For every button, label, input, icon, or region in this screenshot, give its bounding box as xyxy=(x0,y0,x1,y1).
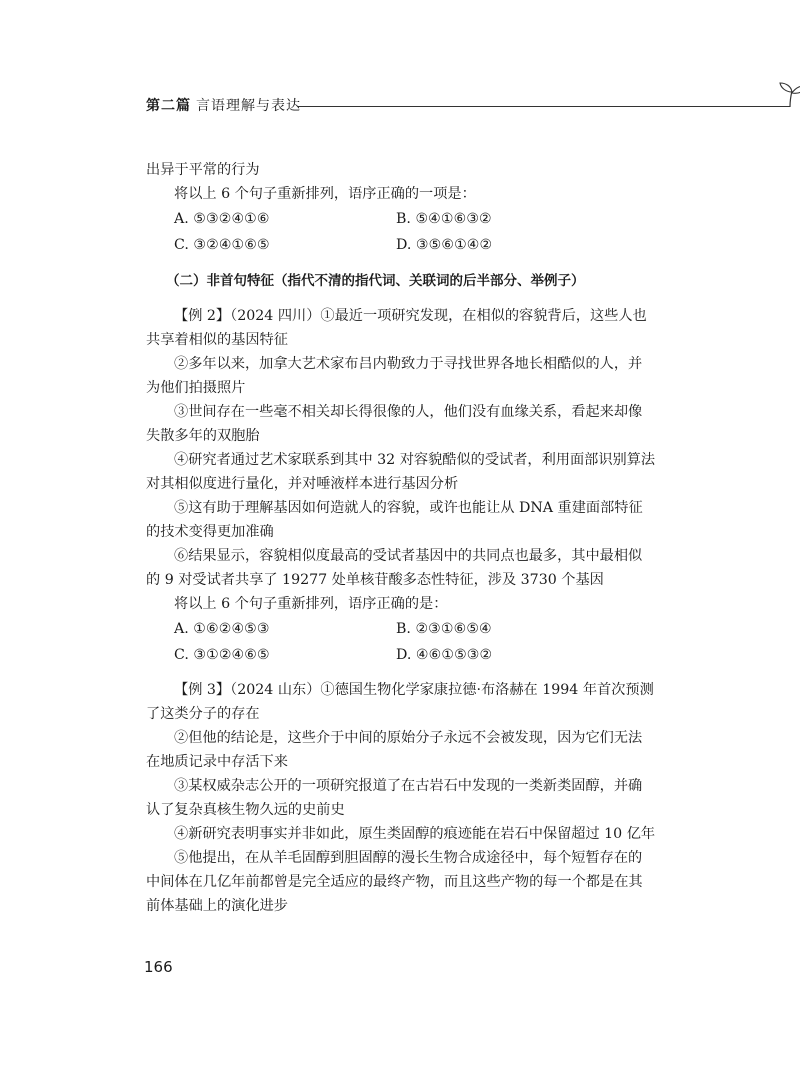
example-tag: 【例 2】 xyxy=(174,308,231,324)
question-prompt: 将以上 6 个句子重新排列，语序正确的一项是： xyxy=(174,186,476,202)
running-header xyxy=(146,94,666,122)
option-a: A. ⑤③②④①⑥ xyxy=(174,211,270,227)
option-c: C. ③①②④⑥⑤ xyxy=(174,647,270,663)
page-number: 166 xyxy=(144,958,173,976)
example-2-sentence-5: ⑤这有助于理解基因如何造就人的容貌，或许也能让从 DNA 重建面部特征的技术变得更加准确 xyxy=(146,500,643,540)
example-3-sentence-4: ④新研究表明事实并非如此，原生类固醇的痕迹能在岩石中保留超过 10 亿年 xyxy=(174,826,656,842)
header-rule xyxy=(298,106,790,107)
example-source: （2024 四川） xyxy=(230,308,321,324)
option-row xyxy=(146,232,656,258)
option-d: D. ③⑤⑥①④② xyxy=(396,237,493,253)
chapter-label: 第二篇 xyxy=(146,98,191,114)
option-row xyxy=(146,616,656,642)
option-d: D. ④⑥①⑤③② xyxy=(396,647,493,663)
option-row xyxy=(146,642,656,668)
example-3-sentence-3: ③某权威杂志公开的一项研究报道了在古岩石中发现的一类新类固醇，并确认了复杂真核生物久远的史前史 xyxy=(146,778,643,818)
section-subheading: （二）非首句特征（指代不清的指代词、关联词的后半部分、举例子） xyxy=(166,273,585,289)
sprout-icon xyxy=(776,82,800,108)
page-body xyxy=(146,158,656,918)
option-c: C. ③②④①⑥⑤ xyxy=(174,237,270,253)
example-3-sentence-5: ⑤他提出，在从羊毛固醇到胆固醇的漫长生物合成途径中，每个短暂存在的中间体在几亿年前都曾是完全适应的最终产物，而且这些产物的每一个都是在其前体基础上的演化进步 xyxy=(146,850,643,914)
question-prompt: 将以上 6 个句子重新排列，语序正确的是： xyxy=(174,596,448,612)
example-3-sentence-1: 【例 3】（2024 山东）①德国生物化学家康拉德·布洛赫在 1994 年首次预测了这类分子的存在 xyxy=(146,682,654,722)
option-a: A. ①⑥②④⑤③ xyxy=(174,621,270,637)
example-2-sentence-1: 【例 2】（2024 四川）①最近一项研究发现，在相似的容貌背后，这些人也共享着相似的基因特征 xyxy=(146,308,647,348)
section-title: 言语理解与表达 xyxy=(196,98,301,114)
example-2-sentence-4: ④研究者通过艺术家联系到其中 32 对容貌酷似的受试者，利用面部识别算法对其相似度进行量化，并对唾液样本进行基因分析 xyxy=(146,452,656,492)
example-tag: 【例 3】 xyxy=(174,682,231,698)
option-b: B. ⑤④①⑥③② xyxy=(396,211,492,227)
option-row xyxy=(146,206,656,232)
example-source: （2024 山东） xyxy=(230,682,321,698)
example-2-sentence-6: ⑥结果显示，容貌相似度最高的受试者基因中的共同点也最多，其中最相似的 9 对受试者共享了 19277 处单核苷酸多态性特征，涉及 3730 个基因 xyxy=(146,548,643,588)
option-b: B. ②③①⑥⑤④ xyxy=(396,621,492,637)
example-2-sentence-2: ②多年以来，加拿大艺术家布吕内勒致力于寻找世界各地长相酷似的人，并为他们拍摄照片 xyxy=(146,356,643,396)
example-2-sentence-3: ③世间存在一些毫不相关却长得很像的人，他们没有血缘关系，看起来却像失散多年的双胞胎 xyxy=(146,404,643,444)
example-3-sentence-2: ②但他的结论是，这些介于中间的原始分子永远不会被发现，因为它们无法在地质记录中存活下来 xyxy=(146,730,643,770)
continuation-text: 出异于平常的行为 xyxy=(146,162,260,178)
